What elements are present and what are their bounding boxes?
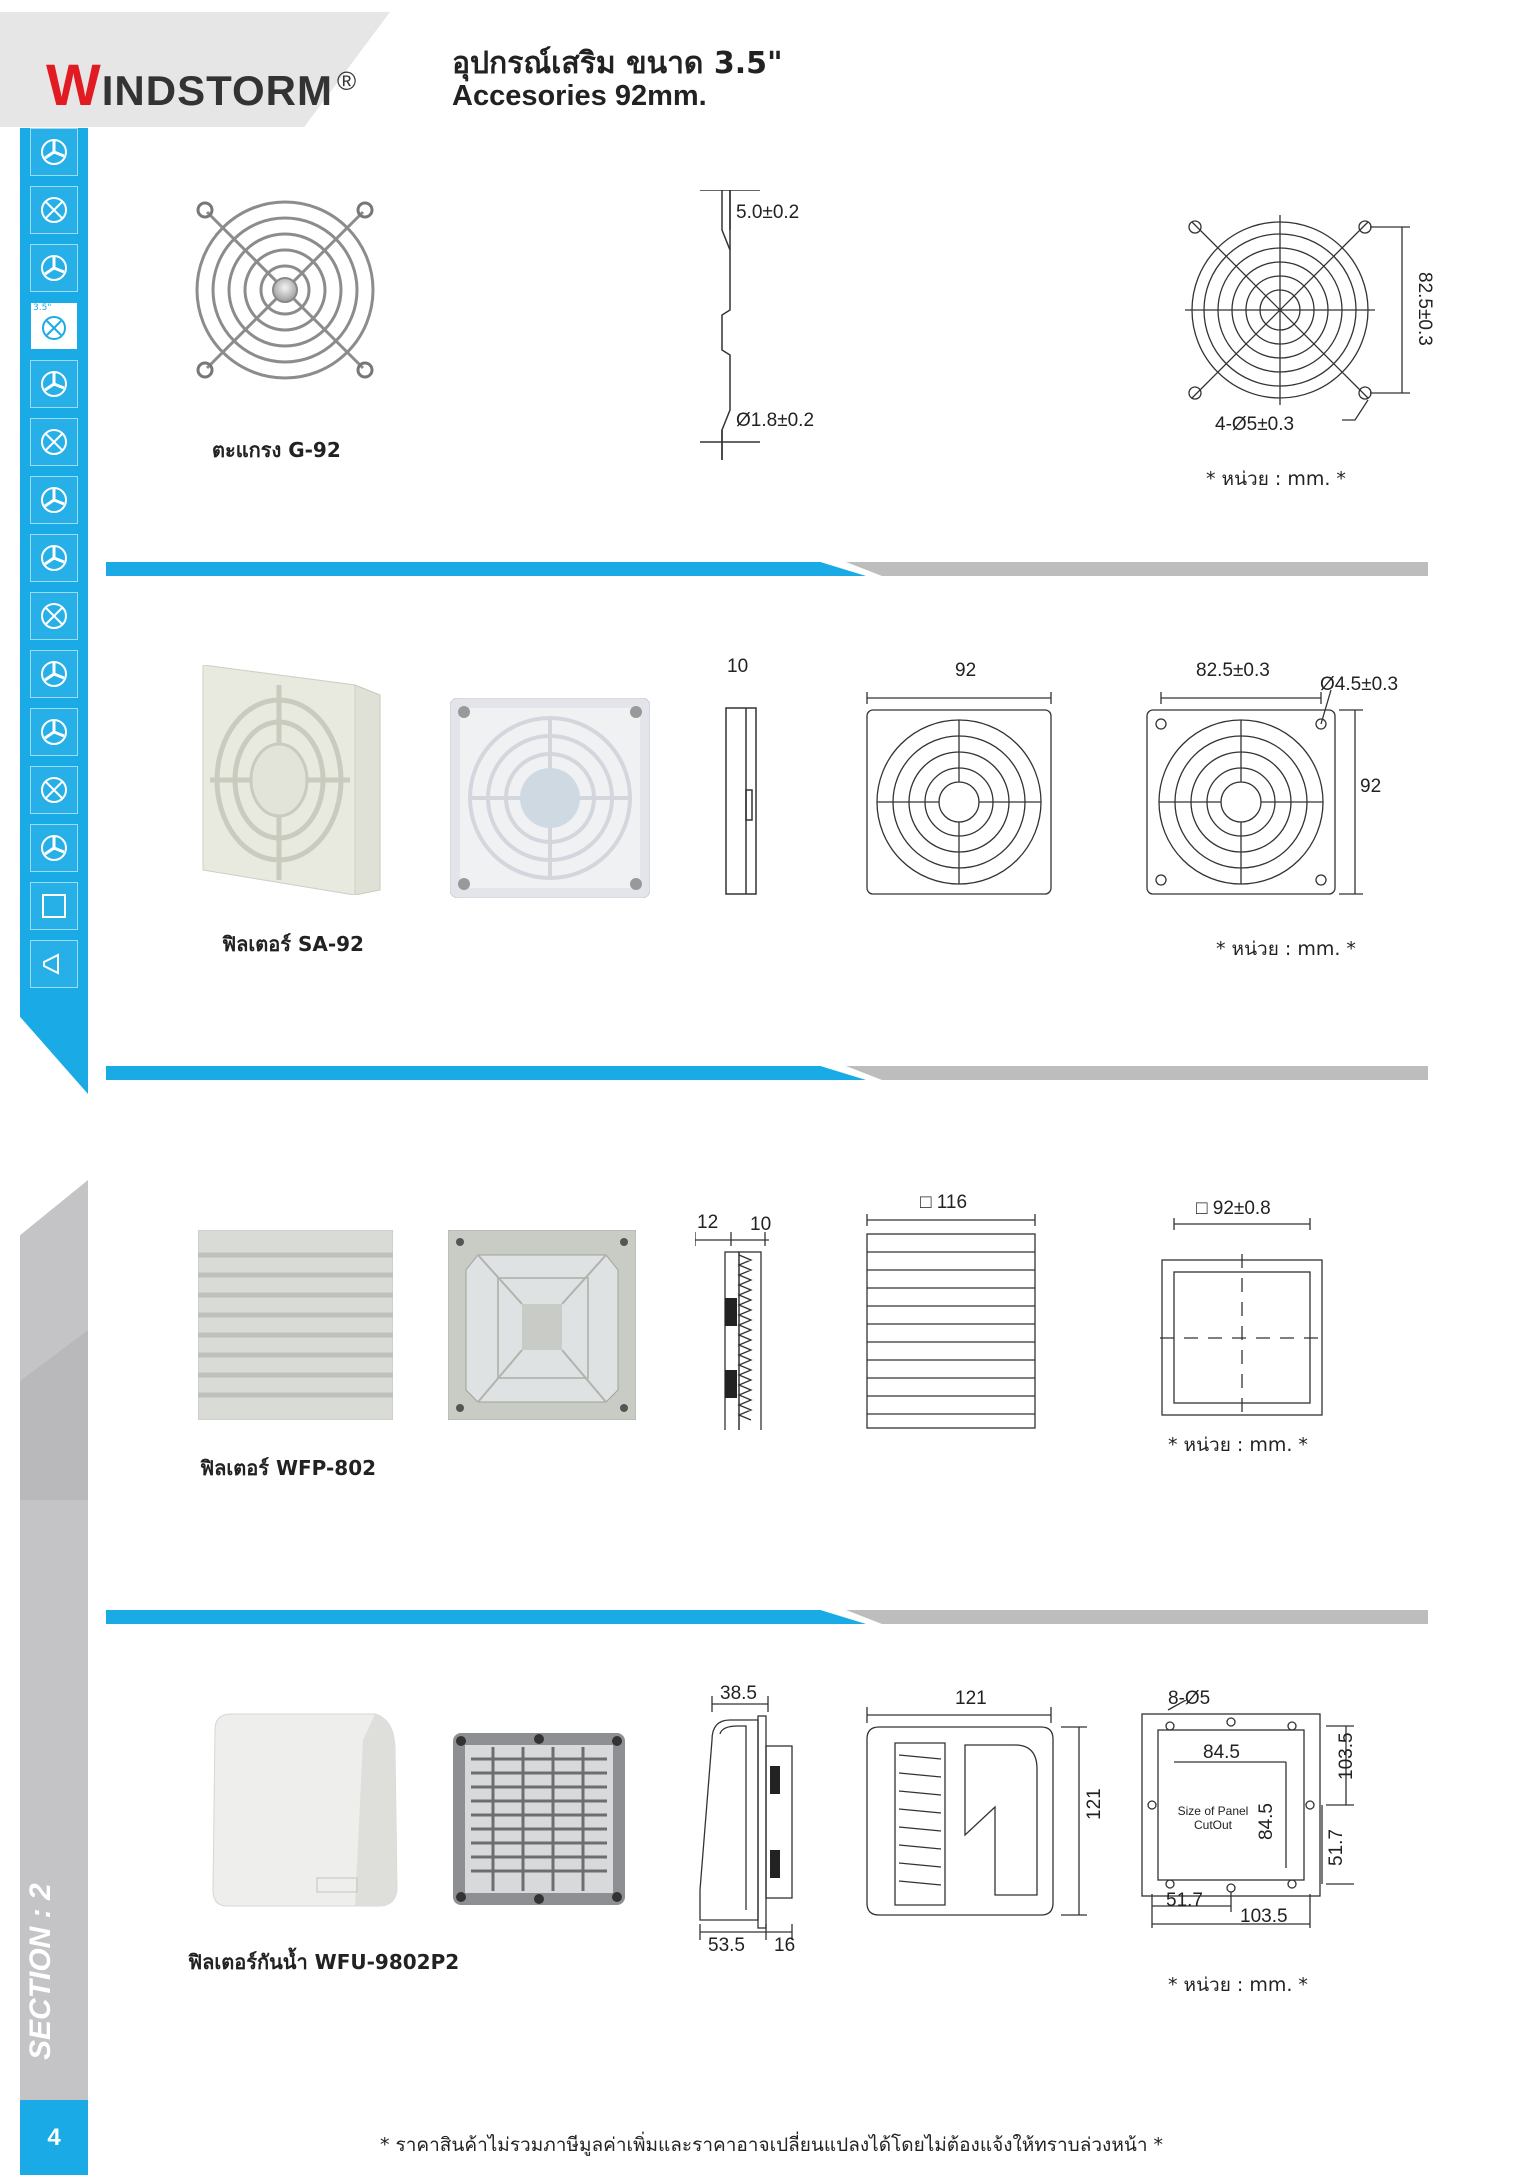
wfu9802-dim-half-h: 51.7	[1166, 1890, 1203, 1911]
panel-cutout-note: Size of Panel CutOut	[1177, 1804, 1249, 1832]
product-name-g92: ตะแกรง G-92	[212, 438, 341, 462]
wfu9802-dim-cutout-h: 84.5	[1256, 1803, 1277, 1840]
g92-dim-wire: Ø1.8±0.2	[736, 410, 815, 431]
sidebar-item-filter[interactable]	[30, 882, 78, 930]
fan-icon	[38, 252, 70, 284]
wfp802-dim-outer: □ 116	[920, 1192, 968, 1213]
wfu9802-dim-cutout-w: 84.5	[1203, 1742, 1240, 1763]
sa92-back-photo	[450, 698, 650, 898]
product-name-sa92: ฟิลเตอร์ SA-92	[222, 932, 364, 956]
wfp802-front-drawing	[865, 1212, 1040, 1432]
product-name-wfp802: ฟิลเตอร์ WFP-802	[200, 1456, 377, 1480]
g92-product-photo	[185, 190, 385, 390]
sa92-dim-height: 92	[1360, 776, 1382, 797]
wfu9802-product-photo	[205, 1710, 400, 1910]
sidebar-item-fan-2[interactable]	[30, 186, 78, 234]
wfp802-product-photo	[198, 1230, 393, 1420]
g92-dim-hole-pitch: 82.5±0.3	[1414, 272, 1435, 346]
fan-icon	[38, 716, 70, 748]
sidebar-item-fan-7[interactable]	[30, 476, 78, 524]
sidebar-item-fan-12[interactable]	[30, 766, 78, 814]
fan-guard-icon	[38, 426, 70, 458]
fan-icon	[38, 484, 70, 516]
fan-icon	[38, 368, 70, 400]
sidebar-item-fan-13[interactable]	[30, 824, 78, 872]
sa92-mounting-drawing	[1145, 690, 1365, 900]
section-divider-1	[106, 562, 1428, 576]
megaphone-icon	[38, 948, 70, 980]
sidebar-item-fan-9[interactable]	[30, 592, 78, 640]
wfp802-cutout-drawing	[1160, 1218, 1330, 1418]
wfu9802-front-drawing	[865, 1695, 1095, 1925]
g92-front-drawing	[1180, 205, 1420, 435]
sa92-product-photo	[195, 665, 385, 895]
wfu9802-dim-53-5: 53.5	[708, 1935, 745, 1956]
page-title-thai: อุปกรณ์เสริม ขนาด 3.5"	[452, 46, 783, 81]
fan-guard-icon	[38, 600, 70, 632]
wfu9802-side-drawing	[690, 1690, 805, 1940]
sidebar-item-fan-6[interactable]	[30, 418, 78, 466]
wfu9802-unit-note: * หน่วย : mm. *	[1168, 1974, 1308, 1996]
sidebar-item-fan-3[interactable]	[30, 244, 78, 292]
wfp802-unit-note: * หน่วย : mm. *	[1168, 1434, 1308, 1456]
wfu9802-dim-16: 16	[774, 1935, 796, 1956]
wfp802-dim-12: 12	[697, 1212, 719, 1233]
sidebar-item-fan-8[interactable]	[30, 534, 78, 582]
fan-icon	[38, 658, 70, 690]
g92-dim-thickness: 5.0±0.2	[736, 202, 800, 223]
sa92-dim-hole-pitch: 82.5±0.3	[1196, 660, 1270, 681]
wfp802-side-drawing	[695, 1210, 775, 1430]
fan-icon	[38, 832, 70, 864]
section-divider-2	[106, 1066, 1428, 1080]
product-name-wfu9802: ฟิลเตอร์กันน้ำ WFU-9802P2	[188, 1950, 460, 1974]
fan-guard-icon	[38, 310, 70, 342]
section-label: SECTION : 2	[24, 1883, 57, 2060]
sa92-front-drawing	[865, 690, 1055, 900]
windstorm-logo: WINDSTORM ®	[46, 53, 358, 118]
sa92-dim-width: 92	[955, 660, 977, 681]
page-title-english: Accesories 92mm.	[452, 80, 707, 112]
wfp802-back-photo	[448, 1230, 636, 1420]
sidebar-item-promotion[interactable]	[30, 940, 78, 988]
g92-unit-note: * หน่วย : mm. *	[1206, 468, 1346, 490]
wfu9802-dim-pitch-h: 103.5	[1240, 1906, 1288, 1927]
filter-square-icon	[38, 890, 70, 922]
fan-icon	[38, 136, 70, 168]
fan-icon	[38, 542, 70, 574]
wfu9802-dim-height: 121	[1084, 1788, 1105, 1820]
wfu9802-dim-width: 121	[955, 1688, 987, 1709]
sa92-dim-depth: 10	[727, 656, 749, 677]
sa92-unit-note: * หน่วย : mm. *	[1216, 938, 1356, 960]
wfu9802-dim-pitch-v: 103.5	[1336, 1732, 1357, 1780]
sa92-side-drawing	[722, 700, 762, 900]
fan-guard-icon	[38, 194, 70, 226]
g92-dim-holes: 4-Ø5±0.3	[1215, 414, 1295, 435]
sidebar-item-fan-11[interactable]	[30, 708, 78, 756]
sa92-dim-hole-dia: Ø4.5±0.3	[1320, 674, 1399, 695]
section-divider-3	[106, 1610, 1428, 1624]
sidebar-item-fan-1[interactable]	[30, 128, 78, 176]
wfp802-dim-10: 10	[750, 1214, 772, 1235]
sidebar-item-3-5-inch[interactable]: 3.5"	[30, 302, 78, 350]
wfp802-dim-cutout: □ 92±0.8	[1196, 1198, 1271, 1219]
price-disclaimer: * ราคาสินค้าไม่รวมภาษีมูลค่าเพิ่มและราคาอาจเปลี่ยนแปลงได้โดยไม่ต้องแจ้งให้ทราบล่วงหน้า *	[380, 2134, 1164, 2156]
wfu9802-dim-half-v: 51.7	[1326, 1829, 1347, 1866]
wfu9802-dim-depth: 38.5	[720, 1683, 757, 1704]
wfu9802-dim-holes: 8-Ø5	[1168, 1688, 1211, 1709]
page-number: 4	[20, 2100, 88, 2175]
wfu9802-back-photo	[453, 1733, 625, 1905]
sidebar-item-fan-5[interactable]	[30, 360, 78, 408]
fan-guard-icon	[38, 774, 70, 806]
sidebar-item-fan-10[interactable]	[30, 650, 78, 698]
